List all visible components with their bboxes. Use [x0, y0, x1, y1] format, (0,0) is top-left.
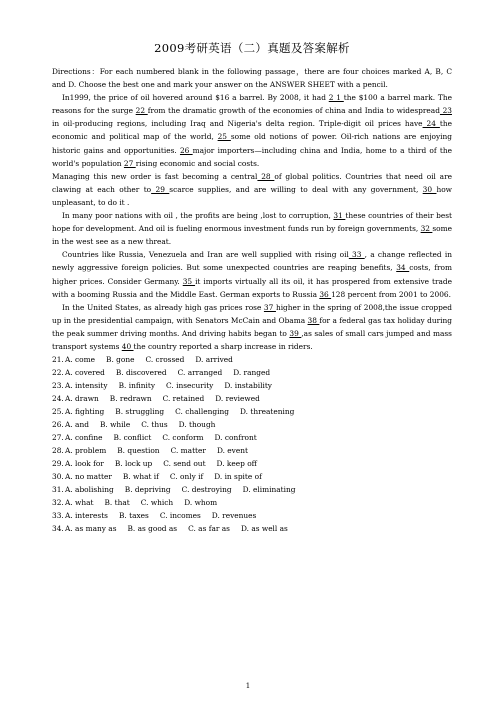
- option-choice: D. instability: [224, 381, 272, 391]
- option-choice: A. intensity: [65, 381, 108, 391]
- blank-number: 23: [439, 106, 452, 116]
- passage-text: In1999, the price of oil hovered around $16 a barrel. By 2008, it had: [62, 93, 329, 103]
- option-choice: B. redrawn: [109, 394, 152, 404]
- passage-text: from the dramatic growth of the economies of china and India to widespread: [147, 106, 440, 116]
- option-choice: B. taxes: [118, 511, 149, 521]
- passage: [52, 91, 452, 353]
- blank-number: 26: [179, 145, 193, 155]
- document-title: 2009考研英语（二）真题及答案解析: [154, 41, 350, 55]
- option-choice: D. as well as: [240, 524, 288, 534]
- option-choice: A. no matter: [65, 472, 112, 482]
- option-choice: D. threatening: [240, 407, 295, 417]
- option-choice: C. which: [140, 498, 174, 508]
- option-row: [52, 483, 452, 496]
- option-choice: C. matter: [170, 446, 206, 456]
- option-choice: D. eliminating: [242, 485, 296, 495]
- passage-text: Countries like Russia, Venezuela and Iran are well supplied with rising oil: [62, 250, 349, 260]
- option-choice: C. crossed: [145, 355, 185, 365]
- passage-text: in oil-producing regions, including Iraq and Nigeria's delta region. Triple-digit oil prices have: [52, 119, 423, 129]
- passage-text: of global politics. Countries that need oil are clawing at each other to: [52, 171, 452, 194]
- option-choice: D. reviewed: [215, 394, 260, 404]
- passage-text: ,as sales of small cars jumped and mass transport systems: [52, 328, 452, 351]
- question-number: 27.: [52, 433, 64, 443]
- option-row: [52, 470, 452, 483]
- passage-text: higher in the spring of 2008,the issue cropped up in the presidential campaign, with Senators McCain and Obama: [52, 302, 452, 325]
- blank-number: 35: [182, 276, 196, 286]
- option-row: [52, 496, 452, 509]
- page-number: 1: [245, 682, 251, 690]
- blank-number: 34: [396, 263, 410, 273]
- option-choice: C. destroying: [181, 485, 232, 495]
- answer-options: [52, 353, 452, 535]
- passage-paragraph: [52, 91, 452, 170]
- question-number: 28.: [52, 446, 64, 456]
- option-choice: C. challenging: [175, 407, 229, 417]
- option-choice: A. problem: [65, 446, 107, 456]
- question-number: 31.: [52, 485, 64, 495]
- directions: Directions：For each numbered blank in the following passage，there are four choices marked A, B, C and D. Choose the best one and mark your answer on the ANSWER SHEET with a pencil.: [52, 67, 452, 90]
- option-choice: C. insecurity: [166, 381, 214, 391]
- option-choice: B. lock up: [114, 459, 153, 469]
- document-page: [52, 40, 452, 535]
- blank-number: 25: [217, 132, 231, 142]
- blank-number: 36: [319, 289, 332, 299]
- blank-number: 29: [151, 184, 170, 194]
- blank-number: 40: [121, 341, 134, 351]
- option-row: [52, 522, 452, 535]
- option-choice: A. and: [65, 420, 89, 430]
- option-choice: B. infinity: [118, 381, 156, 391]
- passage-text: the country reported a sharp increase in riders.: [133, 341, 313, 351]
- passage-text: some old notions of power. Oil-rich nations are enjoying historic gains and opportunities.: [52, 132, 452, 155]
- option-choice: C. retained: [162, 394, 205, 404]
- option-choice: C. arranged: [177, 368, 223, 378]
- passage-text: scarce supplies, and are willing to deal with any government,: [169, 184, 423, 194]
- option-row: [52, 405, 452, 418]
- question-number: 34.: [52, 524, 64, 534]
- question-number: 22.: [52, 368, 64, 378]
- blank-number: 37: [263, 302, 276, 312]
- option-choice: D. confront: [214, 433, 257, 443]
- passage-text: some in the west see as a new threat.: [52, 224, 452, 247]
- question-number: 32.: [52, 498, 64, 508]
- passage-text: how unpleasant, to do it .: [52, 184, 452, 207]
- option-choice: B. that: [104, 498, 130, 508]
- option-choice: D. whom: [184, 498, 218, 508]
- option-row: [52, 353, 452, 366]
- passage-text: the economic and political map of the world,: [52, 119, 452, 142]
- question-number: 25.: [52, 407, 64, 417]
- option-choice: A. abolishing: [65, 485, 114, 495]
- passage-paragraph: [52, 170, 452, 209]
- option-choice: B. question: [117, 446, 160, 456]
- question-number: 29.: [52, 459, 64, 469]
- question-number: 24.: [52, 394, 64, 404]
- question-number: 33.: [52, 511, 64, 521]
- option-row: [52, 392, 452, 405]
- question-number: 21.: [52, 355, 64, 365]
- option-row: [52, 431, 452, 444]
- option-row: [52, 418, 452, 431]
- passage-text: In many poor nations with oil , the profits are being ,lost to corruption,: [62, 211, 334, 221]
- option-row: [52, 509, 452, 522]
- option-row: [52, 457, 452, 470]
- option-choice: B. struggling: [115, 407, 165, 417]
- option-choice: A. look for: [65, 459, 104, 469]
- passage-text: the $100 a barrel mark. The reasons for the surge: [52, 93, 452, 116]
- passage-text: for a federal gas tax holiday during the peak summer driving months. And driving habits began to: [52, 315, 452, 338]
- option-choice: B. discovered: [115, 368, 167, 378]
- option-choice: D. keep off: [216, 459, 257, 469]
- blank-number: 33: [348, 250, 365, 260]
- passage-text: , a change reflected in newly aggressive foreign policies. But some unexpected countries are reaping benefits,: [52, 250, 452, 273]
- passage-text: Managing this new order is fast becoming a central: [52, 171, 258, 181]
- passage-paragraph: [52, 248, 452, 300]
- passage-paragraph: [52, 301, 452, 353]
- option-choice: B. depriving: [124, 485, 171, 495]
- passage-text: these countries of their best hope for development. And oil is fueling enormous investment funds run by foreign governments,: [52, 211, 452, 234]
- question-number: 30.: [52, 472, 64, 482]
- option-choice: A. confine: [65, 433, 103, 443]
- question-number: 26.: [52, 420, 64, 430]
- option-row: [52, 444, 452, 457]
- option-choice: C. send out: [163, 459, 206, 469]
- option-choice: B. gone: [106, 355, 135, 365]
- passage-text: major importers—including china and India, home to a third of the world's population: [52, 145, 452, 168]
- blank-number: 27: [123, 158, 136, 168]
- question-number: 23.: [52, 381, 64, 391]
- option-choice: C. only if: [169, 472, 204, 482]
- option-choice: B. conflict: [113, 433, 152, 443]
- option-choice: C. as far as: [188, 524, 230, 534]
- option-choice: B. what if: [122, 472, 159, 482]
- option-row: [52, 379, 452, 392]
- option-choice: C. thus: [141, 420, 168, 430]
- passage-text: it imports virtually all its oil, it has prospered from extensive trade with a booming Russia and the Middle East. German exports to Russia: [52, 276, 452, 299]
- option-choice: A. fighting: [65, 407, 105, 417]
- passage-paragraph: [52, 209, 452, 248]
- blank-number: 32: [420, 224, 433, 234]
- blank-number: 24: [422, 119, 440, 129]
- passage-text: In the United States, as already high gas prices rose: [62, 302, 264, 312]
- blank-number: 31: [333, 211, 346, 221]
- option-choice: B. as good as: [127, 524, 178, 534]
- option-choice: D. though: [178, 420, 216, 430]
- option-choice: D. event: [216, 446, 248, 456]
- option-choice: D. in spite of: [214, 472, 262, 482]
- passage-text: rising economic and social costs.: [135, 158, 260, 168]
- option-choice: D. revenues: [211, 511, 257, 521]
- blank-number: 28: [257, 171, 275, 181]
- option-choice: A. what: [65, 498, 94, 508]
- option-choice: D. ranged: [233, 368, 271, 378]
- option-choice: C. conform: [162, 433, 204, 443]
- option-choice: A. interests: [65, 511, 108, 521]
- option-choice: C. incomes: [159, 511, 201, 521]
- passage-text: costs, from higher prices. Consider Germany.: [52, 263, 452, 286]
- option-choice: A. as many as: [65, 524, 117, 534]
- option-choice: A. drawn: [65, 394, 99, 404]
- blank-number: 38: [307, 315, 320, 325]
- blank-number: 30: [422, 184, 437, 194]
- option-choice: A. covered: [65, 368, 105, 378]
- blank-number: 39: [289, 328, 302, 338]
- option-choice: D. arrived: [195, 355, 233, 365]
- option-choice: B. while: [99, 420, 131, 430]
- blank-number: 2 1: [328, 93, 344, 103]
- passage-text: 128 percent from 2001 to 2006.: [331, 289, 451, 299]
- option-choice: A. come: [65, 355, 96, 365]
- blank-number: 22: [135, 106, 148, 116]
- option-row: [52, 366, 452, 379]
